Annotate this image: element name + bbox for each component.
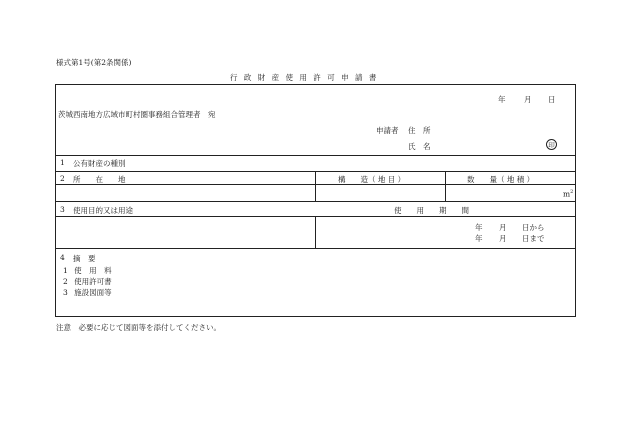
addressee: 茨城西南地方広域市町村圏事務組合管理者 宛 (58, 110, 216, 119)
item-text: 使用許可書 (74, 277, 112, 286)
column-divider (315, 216, 316, 248)
divider (55, 248, 576, 249)
list-item (63, 276, 112, 287)
form-title: 行 政 財 産 使 用 許 可 申 請 書 (230, 73, 379, 82)
date-year: 年 (498, 95, 506, 104)
structure-header: 構 造（ 地 目 ） (338, 175, 406, 184)
applicant-label: 申請者 (376, 126, 399, 135)
to-day: 日まで (522, 234, 545, 243)
divider (55, 201, 576, 202)
section-4-label: 摘 要 (73, 254, 96, 263)
from-year: 年 (475, 223, 483, 232)
list-item (63, 287, 112, 298)
period-header: 使 用 期 間 (394, 206, 469, 215)
section-1-label: 公有財産の種別 (73, 159, 126, 168)
from-day: 日から (522, 223, 545, 232)
section-1-number: 1 (60, 158, 65, 167)
section-2-label: 所 在 地 (73, 175, 126, 184)
item-number: 1 (63, 266, 68, 275)
section-4-number: 4 (60, 253, 65, 262)
column-divider (445, 171, 446, 201)
attachment-note: 注意 必要に応じて図面等を添付してください。 (56, 323, 221, 332)
item-text: 使 用 料 (74, 266, 112, 275)
seal-mark: 印 (546, 139, 557, 150)
area-unit (563, 189, 573, 199)
quantity-header: 数 量（ 地 積 ） (467, 175, 535, 184)
list-item (63, 265, 112, 276)
item-number: 2 (63, 277, 68, 286)
section-3-label: 使用目的又は用途 (73, 206, 133, 215)
form-number: 様式第1号(第2条関係) (56, 58, 132, 67)
date-day: 日 (548, 95, 556, 104)
divider (55, 155, 576, 156)
item-text: 施設図面等 (74, 288, 112, 297)
section-3-number: 3 (60, 205, 65, 214)
section-2-number: 2 (60, 174, 65, 183)
column-divider (315, 171, 316, 201)
date-month: 月 (524, 95, 532, 104)
to-year: 年 (475, 234, 483, 243)
name-label: 氏 名 (408, 142, 431, 151)
to-month: 月 (499, 234, 507, 243)
address-label: 住 所 (408, 126, 431, 135)
from-month: 月 (499, 223, 507, 232)
item-number: 3 (63, 288, 68, 297)
area-unit-base: m (563, 189, 571, 199)
area-unit-exponent: 2 (570, 189, 574, 195)
